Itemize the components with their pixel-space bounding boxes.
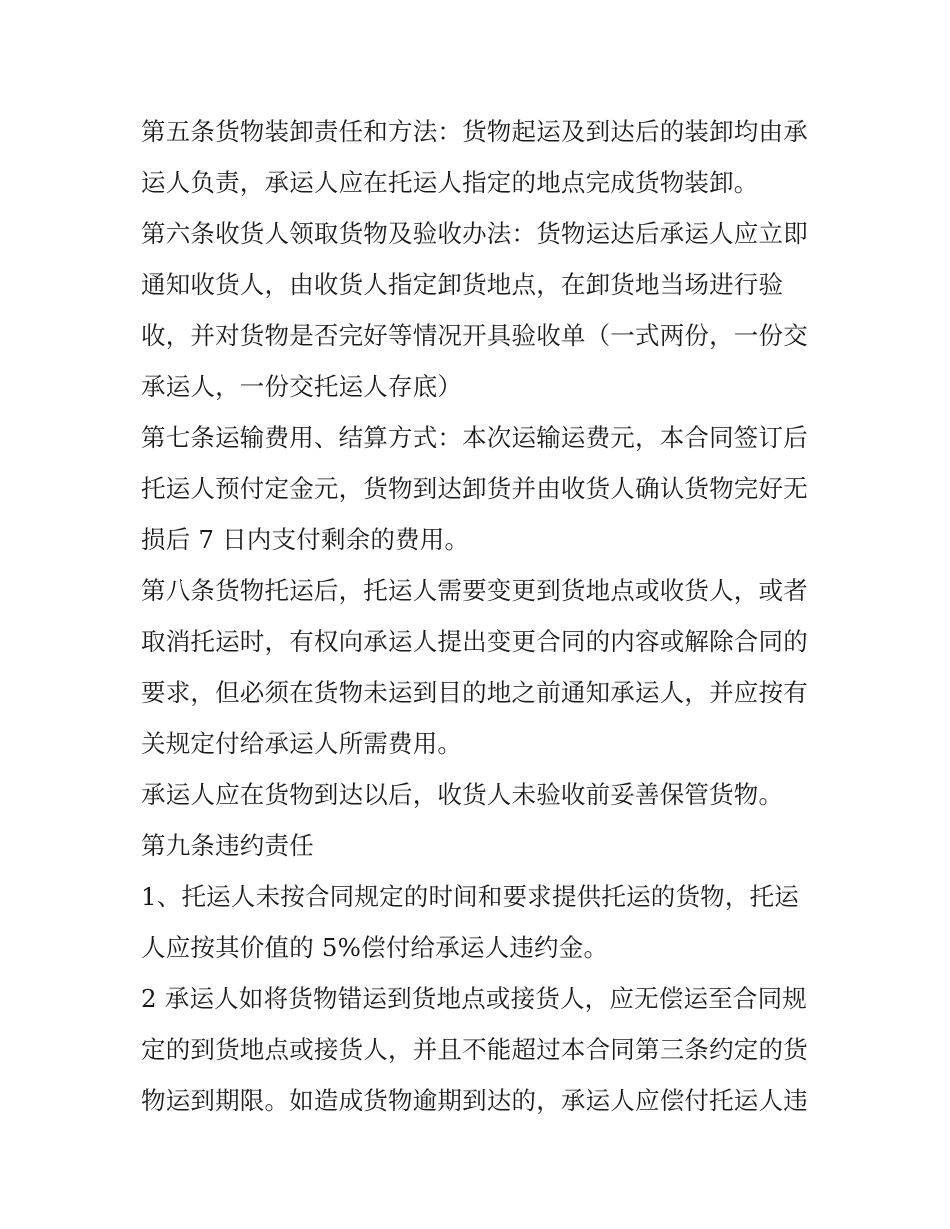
article-5-paragraph: 第五条货物装卸责任和方法：货物起运及到达后的装卸均由承运人负责，承运人应在托运人指定的地点完成货物装卸。	[141, 117, 808, 197]
article-9-item-2: 2 承运人如将货物错运到货地点或接货人，应无偿运至合同规定的到货地点或接货人，并且不能超过本合同第三条约定的货物运到期限。如造成货物逾期到达的，承运人应偿付托运人违	[141, 984, 808, 1115]
carrier-custody-paragraph: 承运人应在货物到达以后，收货人未验收前妥善保管货物。	[141, 780, 784, 809]
article-9-item-1: 1、托运人未按合同规定的时间和要求提供托运的货物，托运人应按其价值的 5%偿付给承运人违约金。	[141, 882, 799, 962]
article-6-paragraph: 第六条收货人领取货物及验收办法：货物运达后承运人应立即通知收货人，由收货人指定卸货地点，在卸货地当场进行验收，并对货物是否完好等情况开具验收单（一式两份，一份交承运人，一份交托运人存底）	[141, 219, 808, 401]
document-page	[141, 106, 821, 1126]
article-7-paragraph: 第七条运输费用、结算方式：本次运输运费元，本合同签订后托运人预付定金元，货物到达卸货并由收货人确认货物完好无损后 7 日内支付剩余的费用。	[141, 423, 808, 554]
article-8-paragraph: 第八条货物托运后，托运人需要变更到货地点或收货人，或者取消托运时，有权向承运人提出变更合同的内容或解除合同的要求，但必须在货物未运到目的地之前通知承运人，并应按有关规定付给承运人所需费用。	[141, 576, 808, 758]
article-9-heading: 第九条违约责任	[141, 831, 314, 860]
